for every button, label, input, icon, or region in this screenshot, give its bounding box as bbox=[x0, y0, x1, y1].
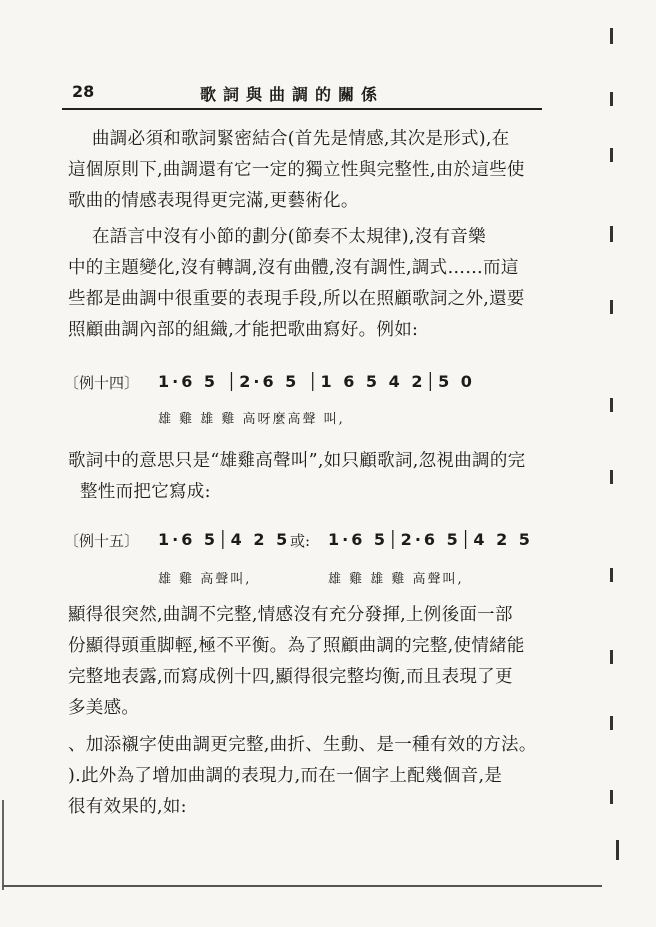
list bbox=[68, 730, 537, 823]
scan-edge-mark bbox=[610, 470, 613, 484]
or-label: 或: bbox=[290, 532, 311, 550]
text-line: 歌曲的情感表現得更完滿,更藝術化。 bbox=[68, 191, 359, 211]
text-line: 顯得很突然,曲調不完整,情感沒有充分發揮,上例後面一部 bbox=[68, 605, 513, 625]
example-15 bbox=[60, 530, 533, 590]
scan-edge-mark bbox=[610, 300, 613, 314]
lyrics-line-a: 雄 雞 高聲叫, bbox=[158, 572, 252, 587]
scan-edge-mark bbox=[610, 92, 613, 106]
scan-edge-mark bbox=[616, 840, 619, 860]
scan-edge-mark bbox=[610, 28, 613, 44]
text-line: 完整地表露,而寫成例十四,顯得很完整均衡,而且表現了更 bbox=[68, 667, 513, 687]
page-bottom-edge bbox=[2, 885, 602, 887]
scan-edge-mark bbox=[610, 148, 613, 162]
numbered-notation-b: 1·6 5│2·6 5│4 2 5 bbox=[328, 530, 533, 549]
scan-edge-mark bbox=[610, 226, 613, 242]
scan-edge-mark bbox=[610, 790, 613, 804]
running-title: 歌詞與曲調的關係 bbox=[200, 85, 385, 104]
text-line: 整性而把它寫成: bbox=[80, 482, 211, 502]
text-line: 份顯得頭重脚輕,極不平衡。為了照顧曲調的完整,使情緒能 bbox=[68, 636, 525, 656]
text-line: 中的主題變化,沒有轉調,沒有曲體,沒有調性,調式……而這 bbox=[68, 258, 519, 278]
text-line: 很有效果的,如: bbox=[68, 797, 187, 817]
numbered-notation-a: 1·6 5│4 2 5 bbox=[158, 530, 291, 549]
text-line: 些都是曲調中很重要的表現手段,所以在照顧歌詞之外,還要 bbox=[68, 289, 525, 309]
scan-edge-mark bbox=[610, 650, 613, 664]
header-rule bbox=[62, 108, 542, 110]
paragraph-3 bbox=[68, 446, 525, 508]
scan-edge-mark bbox=[610, 716, 613, 730]
text-line: 這個原則下,曲調還有它一定的獨立性與完整性,由於這些使 bbox=[68, 160, 525, 180]
numbered-notation: 1·6 5 │2·6 5 │1 6 5 4 2│5 0 bbox=[158, 372, 475, 391]
scan-edge-mark bbox=[610, 398, 613, 412]
text-line: 在語言中沒有小節的劃分(節奏不太規律),沒有音樂 bbox=[92, 227, 486, 247]
text-line: 曲調必須和歌詞緊密結合(首先是情感,其次是形式),在 bbox=[92, 129, 510, 149]
scan-edge-mark bbox=[610, 568, 613, 582]
paragraph-4 bbox=[68, 600, 525, 724]
lyrics-line: 雄 雞 雄 雞 高呀麼高聲 叫, bbox=[158, 412, 345, 427]
lyrics-line-b: 雄 雞 雄 雞 高聲叫, bbox=[328, 572, 464, 587]
page-header bbox=[68, 82, 536, 102]
paragraph-1 bbox=[68, 124, 525, 217]
list-item: 、加添襯字使曲調更完整,曲折、生動、是一種有效的方法。 bbox=[68, 735, 537, 755]
example-label: 〔例十四〕 bbox=[64, 374, 140, 392]
list-item: ).此外為了增加曲調的表現力,而在一個字上配幾個音,是 bbox=[68, 766, 503, 786]
text-line: 多美感。 bbox=[68, 698, 140, 718]
paragraph-2 bbox=[68, 222, 525, 346]
text-line: 歌詞中的意思只是“雄雞高聲叫”,如只顧歌詞,忽視曲調的完 bbox=[68, 451, 526, 471]
page-left-edge bbox=[2, 800, 4, 890]
text-line: 照顧曲調內部的組織,才能把歌曲寫好。例如: bbox=[68, 320, 419, 340]
example-label: 〔例十五〕 bbox=[64, 532, 140, 550]
page-number: 28 bbox=[72, 82, 95, 101]
example-14 bbox=[60, 372, 530, 432]
